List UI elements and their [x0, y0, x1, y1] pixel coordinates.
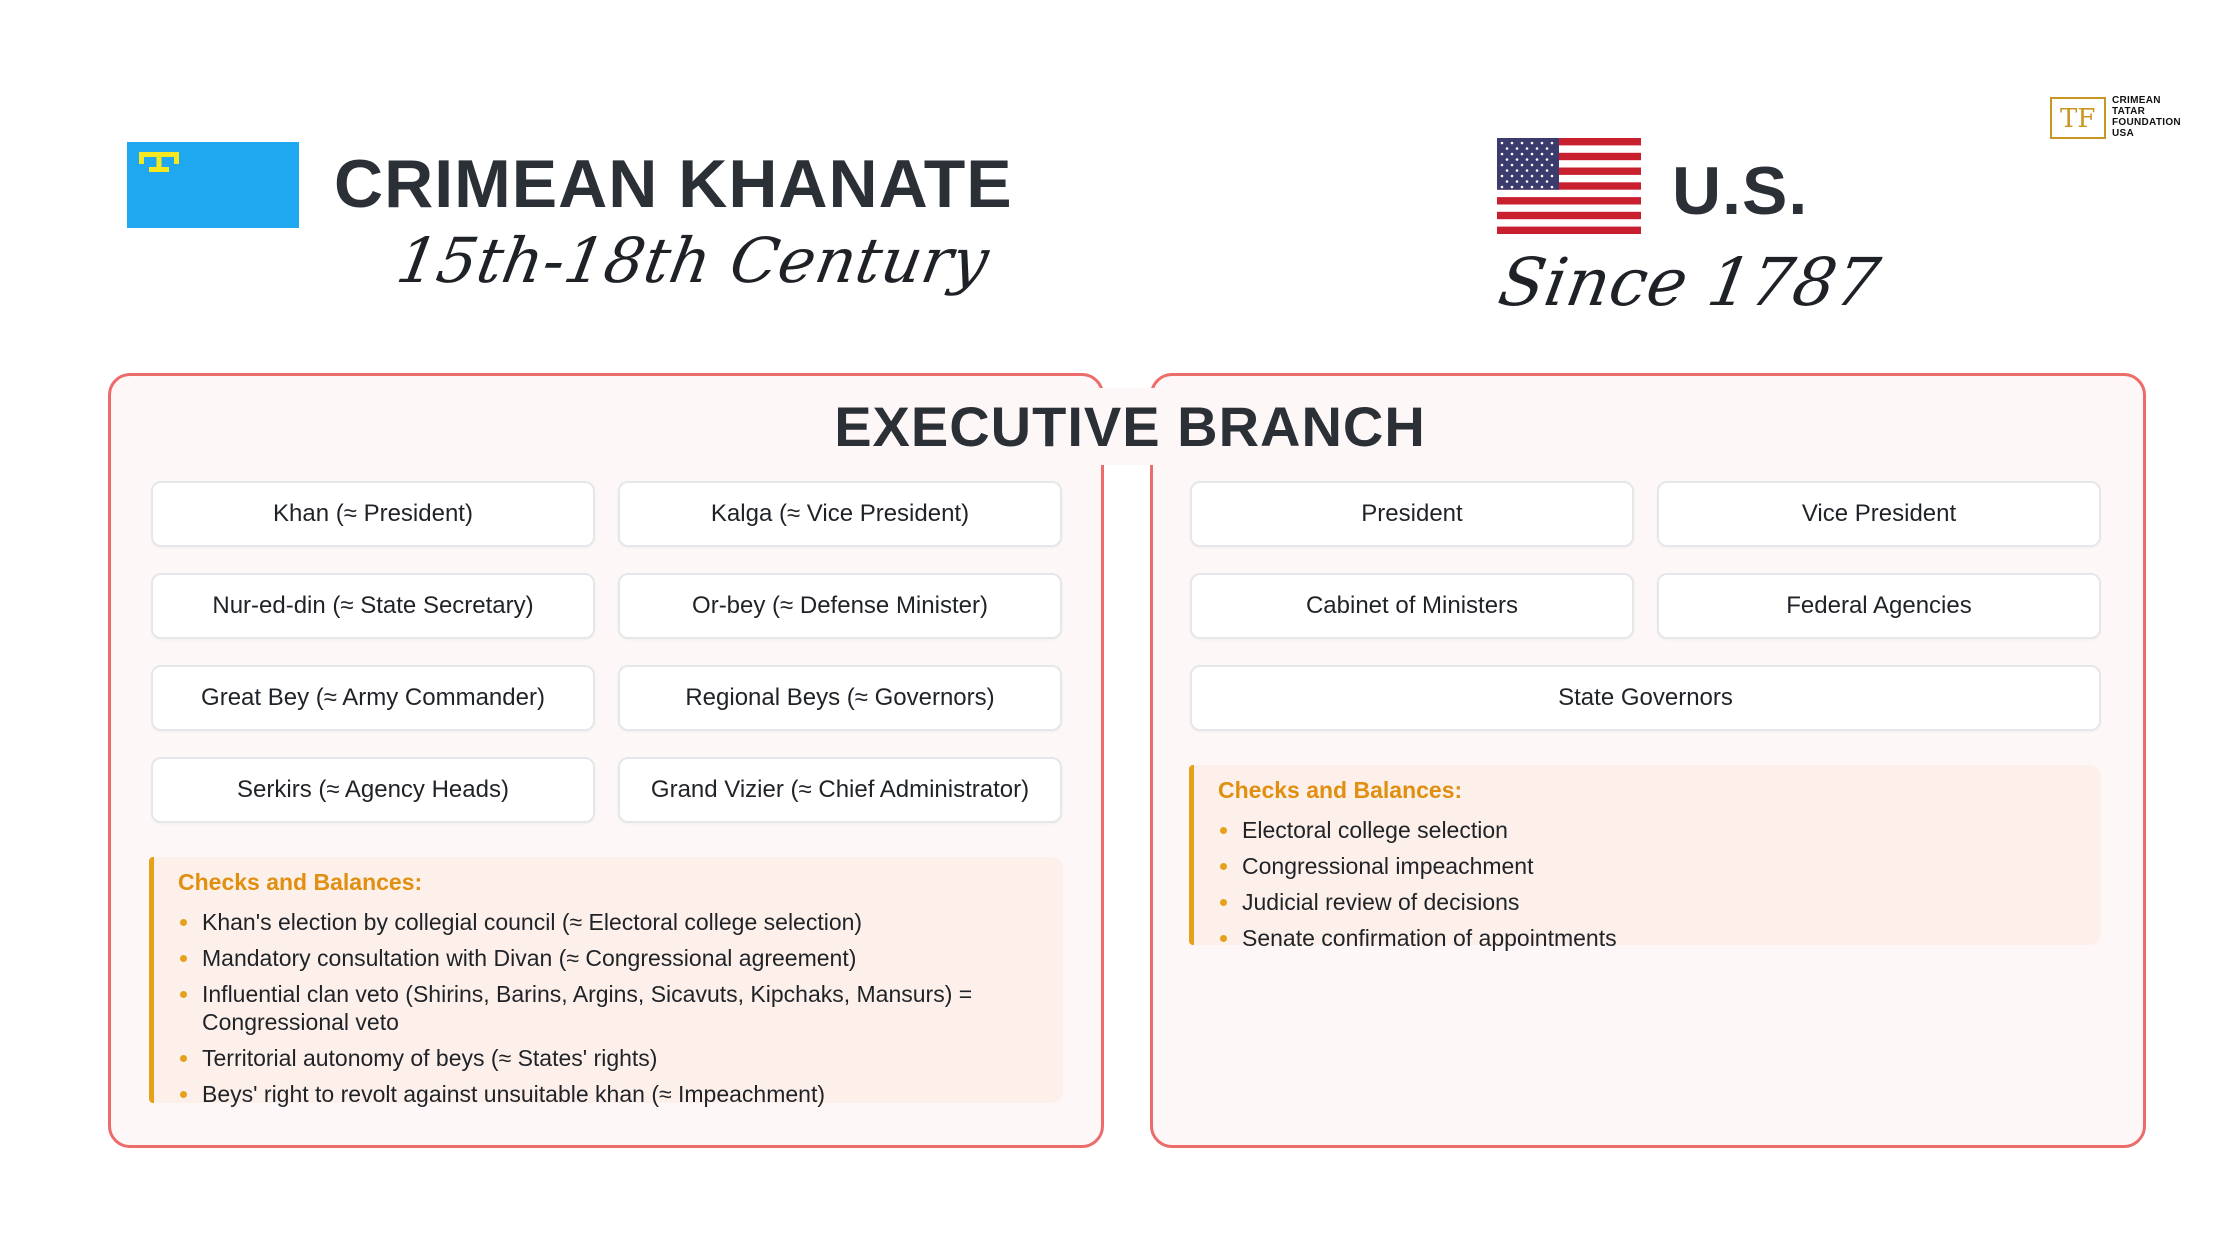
- checks-item: Judicial review of decisions: [1218, 888, 2081, 916]
- checks-item: Beys' right to revolt against unsuitable khan (≈ Impeachment): [178, 1080, 1043, 1108]
- crimean-tatar-flag-icon: [127, 142, 299, 228]
- role-card: Kalga (≈ Vice President): [618, 481, 1062, 547]
- checks-item: Influential clan veto (Shirins, Barins, Argins, Sicavuts, Kipchaks, Mansurs) = Congressional veto: [178, 980, 1043, 1036]
- khanate-checks-box: [149, 857, 1063, 1107]
- us-flag-icon: [1497, 138, 1641, 234]
- checks-item: Senate confirmation of appointments: [1218, 924, 2081, 952]
- role-card: Vice President: [1657, 481, 2101, 547]
- role-card: Serkirs (≈ Agency Heads): [151, 757, 595, 823]
- role-card: Grand Vizier (≈ Chief Administrator): [618, 757, 1062, 823]
- logo-line: FOUNDATION: [2112, 117, 2181, 128]
- role-card: Cabinet of Ministers: [1190, 573, 1634, 639]
- khanate-period: 15th-18th Century: [391, 224, 995, 297]
- section-title: EXECUTIVE BRANCH: [760, 388, 1500, 465]
- checks-list: [1218, 816, 2081, 952]
- checks-item: Khan's election by collegial council (≈ Electoral college selection): [178, 908, 1043, 936]
- role-card: President: [1190, 481, 1634, 547]
- checks-item: Mandatory consultation with Divan (≈ Congressional agreement): [178, 944, 1043, 972]
- checks-item: Electoral college selection: [1218, 816, 2081, 844]
- logo-line: CRIMEAN: [2112, 95, 2161, 106]
- checks-title: Checks and Balances:: [178, 869, 423, 895]
- checks-item: Congressional impeachment: [1218, 852, 2081, 880]
- role-card: Or-bey (≈ Defense Minister): [618, 573, 1062, 639]
- logo-line: USA: [2112, 128, 2135, 139]
- role-card: Great Bey (≈ Army Commander): [151, 665, 595, 731]
- role-card: Federal Agencies: [1657, 573, 2101, 639]
- role-card: Nur-ed-din (≈ State Secretary): [151, 573, 595, 639]
- checks-list: [178, 908, 1043, 1108]
- tamga-icon: [137, 150, 181, 176]
- checks-item: Territorial autonomy of beys (≈ States' rights): [178, 1044, 1043, 1072]
- logo-mark-icon: TF: [2050, 97, 2106, 139]
- role-card: Regional Beys (≈ Governors): [618, 665, 1062, 731]
- logo-line: TATAR: [2112, 106, 2146, 117]
- foundation-logo: [2050, 95, 2210, 143]
- checks-title: Checks and Balances:: [1218, 777, 1463, 803]
- us-title: U.S.: [1672, 153, 1809, 229]
- khanate-title: CRIMEAN KHANATE: [334, 146, 1013, 222]
- role-card: Khan (≈ President): [151, 481, 595, 547]
- us-checks-box: [1189, 765, 2101, 951]
- role-card: State Governors: [1190, 665, 2101, 731]
- us-period: Since 1787: [1493, 244, 1886, 321]
